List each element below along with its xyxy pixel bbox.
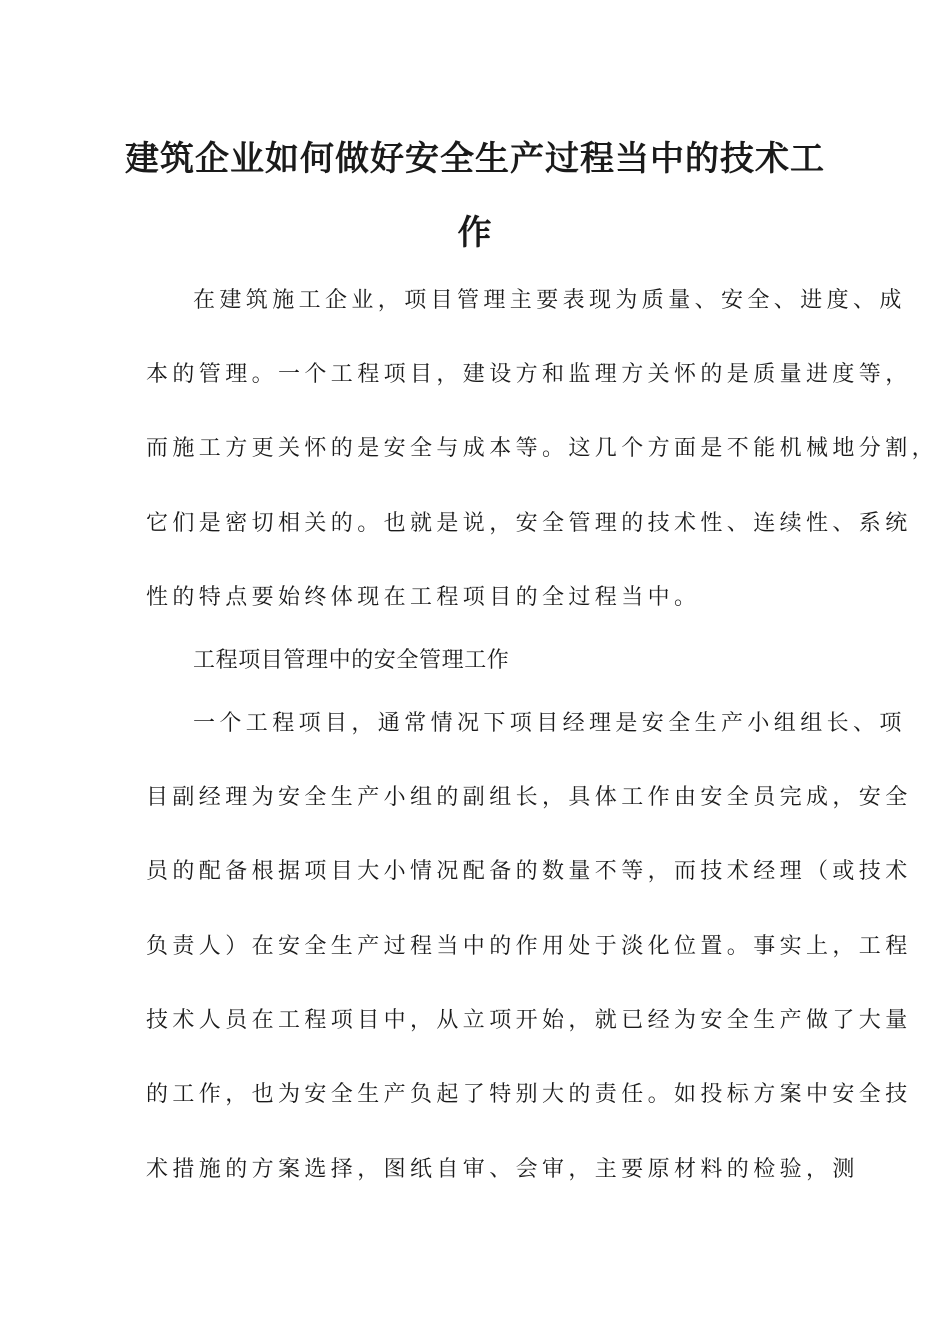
paragraph2-line-4: 负责人）在安全生产过程当中的作用处于淡化位置。事实上，工程 — [146, 934, 912, 959]
paragraph1-line-2: 本的管理。一个工程项目，建设方和监理方关怀的是质量进度等， — [146, 362, 912, 387]
paragraph1-line-4: 它们是密切相关的。也就是说，安全管理的技术性、连续性、系统 — [146, 511, 912, 536]
paragraph2-line-7: 术措施的方案选择，图纸自审、会审，主要原材料的检验，测 — [146, 1157, 859, 1182]
paragraph1-line-5: 性的特点要始终体现在工程项目的全过程当中。 — [146, 585, 701, 610]
paragraph1-line-1: 在建筑施工企业，项目管理主要表现为质量、安全、进度、成 — [193, 288, 906, 313]
document-title-line-1: 建筑企业如何做好安全生产过程当中的技术工 — [125, 139, 825, 179]
paragraph2-line-3: 员的配备根据项目大小情况配备的数量不等，而技术经理（或技术 — [146, 859, 912, 884]
paragraph2-line-5: 技术人员在工程项目中，从立项开始，就已经为安全生产做了大量 — [146, 1008, 912, 1033]
paragraph2-line-6: 的工作，也为安全生产负起了特别大的责任。如投标方案中安全技 — [146, 1082, 912, 1107]
section-heading: 工程项目管理中的安全管理工作 — [193, 648, 510, 673]
document-title-line-2: 作 — [457, 213, 493, 253]
paragraph2-line-2: 目副经理为安全生产小组的副组长，具体工作由安全员完成，安全 — [146, 785, 912, 810]
paragraph1-line-3: 而施工方更关怀的是安全与成本等。这几个方面是不能机械地分割， — [146, 436, 939, 461]
paragraph2-line-1: 一个工程项目，通常情况下项目经理是安全生产小组组长、项 — [193, 711, 906, 736]
